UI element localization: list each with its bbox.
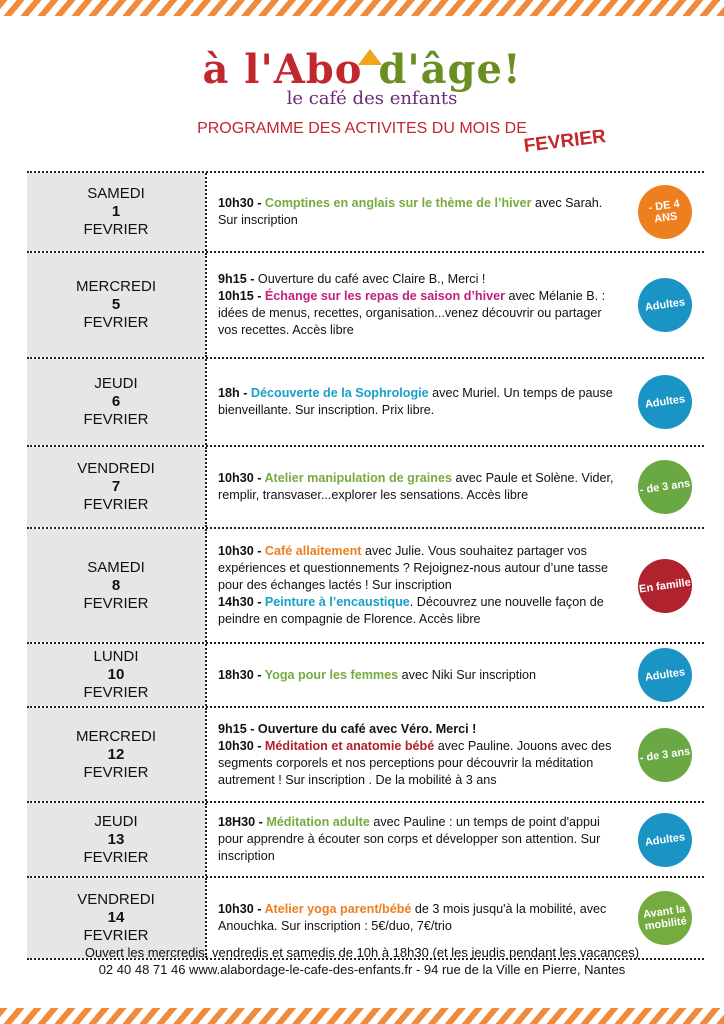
schedule-row xyxy=(27,644,704,708)
activity-title: Café allaitement xyxy=(264,544,362,558)
activity-time: 10h15 - xyxy=(218,289,265,303)
day-cell xyxy=(27,529,205,642)
audience-badge: Adultes xyxy=(635,372,696,433)
day-number: 8 xyxy=(111,576,121,594)
activity-title: Échange sur les repas de saison d’hiver xyxy=(264,289,505,303)
day-number: 6 xyxy=(111,393,121,410)
day-cell xyxy=(27,803,205,876)
activity-time: 10h30 - xyxy=(218,738,265,753)
schedule-table xyxy=(27,171,704,960)
activity-description: de 3 mois jusqu'à la mobilité, avec Anouchka. Sur inscription : 5€/duo, 7€/trio xyxy=(218,902,607,933)
bottom-stripe-border xyxy=(0,1008,724,1024)
activity-title: Comptines en anglais sur le thème de l’hiver xyxy=(264,196,532,210)
page-month: FEVRIER xyxy=(522,126,607,157)
activity-title: Atelier yoga parent/bébé xyxy=(264,902,412,916)
activity-time: 10h30 - xyxy=(218,196,265,210)
day-cell xyxy=(27,644,205,706)
day-weekday: MERCREDI xyxy=(75,278,156,295)
activity-time: 18h30 - xyxy=(218,667,265,682)
activity-item xyxy=(218,667,614,684)
activity-description: . Découvrez une nouvelle façon de peindre en compagnie de Florence. Accès libre xyxy=(218,595,604,626)
activity-content xyxy=(207,803,704,876)
activity-time: 10h30 - xyxy=(218,544,265,558)
logo xyxy=(0,48,724,109)
day-month: FEVRIER xyxy=(83,763,149,781)
activity-time: 14h30 - xyxy=(218,595,265,609)
day-cell xyxy=(27,173,205,251)
day-weekday: SAMEDI xyxy=(87,558,145,576)
activity-description: avec Mélanie B. : idées de menus, recettes, organisation...venez découvrir ou partager vos recettes. Accès libre xyxy=(218,289,606,337)
activity-item xyxy=(218,594,614,628)
activity-title: Atelier manipulation de graines xyxy=(264,471,452,485)
activity-item xyxy=(218,195,614,229)
activity-content xyxy=(207,359,704,445)
logo-subtitle: le café des enfants xyxy=(286,88,458,109)
day-cell xyxy=(27,359,205,445)
audience-badge: - de 3 ans xyxy=(635,457,696,518)
activity-description: Ouverture du café avec Claire B., Merci ! xyxy=(257,272,486,286)
activity-item xyxy=(218,814,614,865)
audience-badge: Adultes xyxy=(635,809,696,870)
activity-title: Peinture à l’encaustique xyxy=(264,595,410,609)
day-weekday: JEUDI xyxy=(94,375,138,392)
day-number: 14 xyxy=(107,909,125,926)
opening-hours: Ouvert les mercredis, vendredis et samedis de 10h à 18h30 (et les jeudis pendant les vacances) xyxy=(84,945,640,960)
day-number: 1 xyxy=(111,203,121,220)
activity-title: Découverte de la Sophrologie xyxy=(250,386,429,400)
schedule-row xyxy=(27,359,704,447)
activity-title: Yoga pour les femmes xyxy=(264,667,399,682)
activity-content xyxy=(207,644,704,706)
day-weekday: SAMEDI xyxy=(87,185,145,202)
day-month: FEVRIER xyxy=(83,684,149,701)
activity-content xyxy=(207,529,704,642)
activity-description: avec Pauline : un temps de point d'appui pour apprendre à écouter son corps et développer son attention. Sur inscription xyxy=(218,815,601,863)
activity-time: 10h30 - xyxy=(218,902,265,916)
logo-title: à l'Abo d'âge! xyxy=(202,46,522,93)
audience-badge: - DE 4 ANS xyxy=(635,182,696,243)
activity-description: avec Niki Sur inscription xyxy=(398,667,537,682)
activity-item xyxy=(218,470,614,504)
day-month: FEVRIER xyxy=(83,848,149,866)
audience-badge: Avant la mobilité xyxy=(635,888,696,949)
schedule-row xyxy=(27,708,704,803)
activity-time: 18h - xyxy=(218,386,251,400)
activity-title: Méditation adulte xyxy=(266,815,370,829)
schedule-row xyxy=(27,803,704,878)
activity-description: avec Muriel. Un temps de pause bienveillante. Sur inscription. Prix libre. xyxy=(218,386,613,417)
audience-badge: - de 3 ans xyxy=(635,724,696,785)
day-weekday: JEUDI xyxy=(94,812,138,830)
schedule-row xyxy=(27,447,704,529)
day-weekday: MERCREDI xyxy=(75,727,156,745)
activity-content xyxy=(207,708,704,801)
activity-item xyxy=(218,738,614,789)
activity-item xyxy=(218,385,614,419)
day-weekday: VENDREDI xyxy=(77,891,155,908)
audience-badge: Adultes xyxy=(635,645,696,706)
activity-content xyxy=(207,447,704,527)
activity-description: Ouverture du café avec Véro. Merci ! xyxy=(257,721,477,736)
activity-description: avec Sarah. Sur inscription xyxy=(218,196,603,227)
activity-item xyxy=(218,271,614,288)
day-cell xyxy=(27,253,205,357)
day-number: 13 xyxy=(107,830,125,848)
activity-time: 18H30 - xyxy=(218,815,267,829)
activity-item xyxy=(218,288,614,339)
schedule-row xyxy=(27,171,704,253)
day-number: 10 xyxy=(107,666,125,683)
activity-description: avec Paule et Solène. Vider, remplir, transvaser...explorer les sensations. Accès libre xyxy=(218,471,614,502)
schedule-row xyxy=(27,529,704,644)
top-stripe-border xyxy=(0,0,724,16)
activity-title: Méditation et anatomie bébé xyxy=(264,738,435,753)
day-number: 5 xyxy=(111,296,121,313)
day-month: FEVRIER xyxy=(83,411,149,428)
day-month: FEVRIER xyxy=(83,314,149,331)
day-weekday: VENDREDI xyxy=(77,460,155,477)
activity-content xyxy=(207,173,704,251)
audience-badge: En famille xyxy=(635,555,696,616)
schedule-row xyxy=(27,253,704,359)
day-cell xyxy=(27,447,205,527)
day-month: FEVRIER xyxy=(83,594,149,612)
day-month: FEVRIER xyxy=(83,496,149,513)
activity-item xyxy=(218,901,614,935)
activity-description: avec Pauline. Jouons avec des segments corporels et nos perceptions pour découvrir la méditation autrement ! Sur inscription . De la mobilité à 3 ans xyxy=(218,738,612,787)
contact-info: 02 40 48 71 46 www.alabordage-le-cafe-des-enfants.fr - 94 rue de la Ville en Pierre, Nantes xyxy=(98,962,626,977)
day-month: FEVRIER xyxy=(83,221,149,238)
activity-time: 9h15 - xyxy=(218,272,258,286)
day-weekday: LUNDI xyxy=(93,648,139,665)
day-number: 7 xyxy=(111,478,121,495)
day-cell xyxy=(27,708,205,801)
activity-time: 9h15 - xyxy=(218,721,258,736)
page-title: PROGRAMME DES ACTIVITES DU MOIS DE xyxy=(197,120,527,137)
audience-badge: Adultes xyxy=(635,275,696,336)
activity-item xyxy=(218,721,614,738)
activity-time: 10h30 - xyxy=(218,471,265,485)
activity-description: avec Julie. Vous souhaitez partager vos expériences et questionnements ? Rejoignez-nous autour d’une tasse pour des échanges lactés ! Sur inscription xyxy=(218,544,608,592)
activity-content xyxy=(207,253,704,357)
footer xyxy=(0,944,724,978)
activity-item xyxy=(218,543,614,594)
day-month: FEVRIER xyxy=(83,927,149,944)
day-number: 12 xyxy=(107,745,125,763)
